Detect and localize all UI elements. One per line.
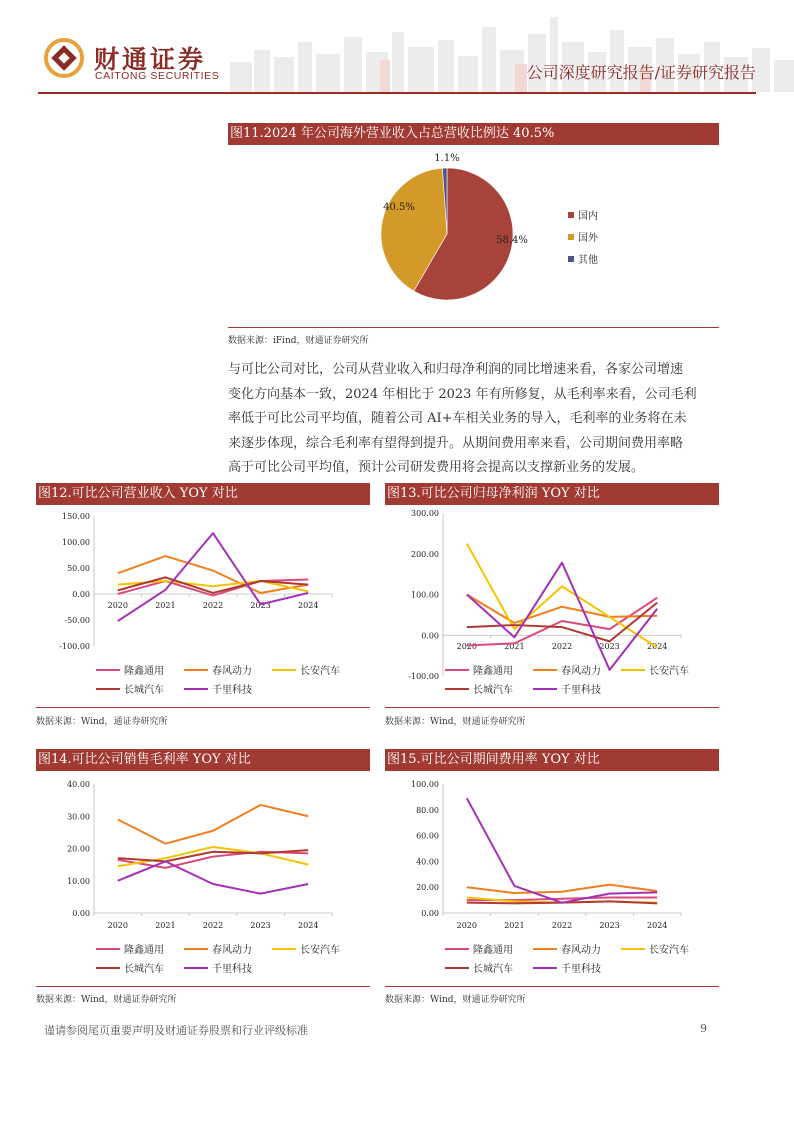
pie-data-label: 58.4% (496, 235, 528, 246)
legend-label: 长城汽车 (473, 964, 513, 975)
fig13-rule (385, 707, 719, 708)
page-number: 9 (700, 1022, 707, 1035)
y-tick-label: 0.00 (72, 909, 90, 918)
legend-label: 国内 (578, 211, 598, 222)
x-tick-label: 2024 (298, 921, 319, 930)
x-tick-label: 2023 (250, 601, 271, 610)
fig11-source: 数据来源：iFind，财通证券研究所 (228, 336, 369, 346)
y-tick-label: 200.00 (411, 549, 439, 559)
fig14-line-chart (36, 772, 370, 982)
fig12-line-chart (36, 506, 370, 701)
y-tick-label: 60.00 (416, 831, 439, 841)
legend-label: 长城汽车 (124, 685, 164, 696)
logo-text-cn: 财通证券 (94, 45, 207, 74)
x-tick-label: 2023 (599, 642, 620, 651)
x-tick-label: 2021 (155, 601, 176, 610)
y-tick-label: 300.00 (411, 509, 439, 518)
legend-label: 千里科技 (561, 685, 601, 696)
x-tick-label: 2021 (504, 642, 525, 651)
y-tick-label: 20.00 (416, 883, 439, 893)
legend-label: 长安汽车 (300, 945, 340, 956)
y-tick-label: 80.00 (416, 805, 439, 815)
legend-label: 国外 (578, 233, 598, 244)
legend-label: 长安汽车 (649, 666, 689, 677)
x-tick-label: 2022 (551, 921, 573, 930)
y-tick-label: 100.00 (411, 780, 439, 789)
y-tick-label: 0.00 (421, 631, 439, 641)
x-tick-label: 2020 (107, 601, 128, 610)
legend-label: 其他 (578, 255, 598, 266)
legend-label: 隆鑫通用 (124, 666, 164, 677)
legend-label: 春风动力 (212, 666, 252, 677)
fig12-source: 数据来源：Wind，通证券研究所 (36, 717, 168, 727)
series-line (118, 556, 308, 593)
legend-label: 长安汽车 (300, 666, 340, 677)
legend-label: 长安汽车 (649, 945, 689, 956)
fig13-title: 图13.可比公司归母净利润 YOY 对比 (385, 483, 719, 505)
x-tick-label: 2020 (456, 642, 477, 651)
fig15-source: 数据来源：Wind，财通证券研究所 (385, 995, 526, 1005)
paragraph-line: 来逐步体现，综合毛利率有望得到提升。从期间费用率来看，公司期间费用率略 (228, 435, 684, 451)
fig11-pie-chart (228, 148, 719, 323)
fig15-line-chart (385, 772, 719, 982)
legend-label: 隆鑫通用 (473, 666, 513, 677)
fig13-line-chart (385, 506, 719, 701)
fig12-rule (36, 707, 370, 708)
paragraph-line: 高于可比公司平均值，预计公司研发费用将会提高以支撑新业务的发展。 (228, 460, 645, 475)
body-paragraph (228, 358, 720, 481)
x-tick-label: 2022 (202, 601, 224, 610)
series-line (467, 595, 657, 624)
legend-label: 春风动力 (561, 945, 601, 956)
legend-label: 春风动力 (561, 666, 601, 677)
logo-icon (44, 38, 84, 78)
pie-data-label: 40.5% (383, 202, 415, 213)
fig14-source: 数据来源：Wind，财通证券研究所 (36, 995, 177, 1005)
x-tick-label: 2021 (504, 921, 525, 930)
legend-label: 千里科技 (561, 964, 601, 975)
y-tick-label: 30.00 (67, 812, 90, 822)
y-tick-label: 40.00 (416, 857, 439, 867)
fig14-rule (36, 986, 370, 987)
series-line (118, 805, 308, 844)
y-tick-label: 50.00 (67, 564, 90, 573)
y-tick-label: -100.00 (59, 642, 90, 651)
y-tick-label: 100.00 (62, 538, 90, 547)
fig11-title: 图11.2024 年公司海外营业收入占总营收比例达 40.5% (228, 123, 719, 145)
paragraph-line: 与可比公司对比，公司从营业收入和归母净利润的同比增速来看，各家公司增速 (228, 362, 684, 377)
y-tick-label: -50.00 (64, 616, 90, 625)
y-tick-label: 20.00 (67, 844, 90, 854)
paragraph-line: 率低于可比公司平均值，随着公司 AI+车相关业务的导入，毛利率的业务将在未 (228, 411, 687, 426)
legend-label: 隆鑫通用 (473, 945, 513, 956)
legend-swatch (568, 256, 574, 262)
x-tick-label: 2024 (298, 601, 319, 610)
x-tick-label: 2023 (250, 921, 271, 930)
legend-label: 长城汽车 (124, 964, 164, 975)
x-tick-label: 2020 (107, 921, 128, 930)
fig15-title: 图15.可比公司期间费用率 YOY 对比 (385, 749, 719, 771)
y-tick-label: 0.00 (421, 909, 439, 918)
y-tick-label: 40.00 (67, 780, 90, 789)
fig12-title: 图12.可比公司营业收入 YOY 对比 (36, 483, 370, 505)
x-tick-label: 2024 (647, 642, 668, 651)
fig14-title: 图14.可比公司销售毛利率 YOY 对比 (36, 749, 370, 771)
y-tick-label: 150.00 (62, 512, 90, 521)
x-tick-label: 2022 (202, 921, 224, 930)
footer-disclaimer: 谨请参阅尾页重要声明及财通证券股票和行业评级标准 (44, 1024, 308, 1037)
fig15-rule (385, 986, 719, 987)
fig13-source: 数据来源：Wind，财通证券研究所 (385, 717, 526, 727)
y-tick-label: 0.00 (72, 590, 90, 599)
series-line (118, 861, 308, 893)
x-tick-label: 2020 (456, 921, 477, 930)
x-tick-label: 2024 (647, 921, 668, 930)
legend-label: 春风动力 (212, 945, 252, 956)
legend-swatch (568, 234, 574, 240)
report-type: 公司深度研究报告/证券研究报告 (526, 63, 756, 82)
series-line (467, 885, 657, 893)
legend-swatch (568, 212, 574, 218)
pie-data-label: 1.1% (434, 153, 460, 164)
logo-text-en: CAITONG SECURITIES (95, 70, 220, 82)
legend-label: 千里科技 (212, 964, 252, 975)
series-line (467, 544, 657, 648)
paragraph-line: 变化方向基本一致，2024 年相比于 2023 年有所修复，从毛利率来看，公司毛利 (228, 386, 697, 402)
y-tick-label: -100.00 (408, 672, 439, 681)
x-tick-label: 2021 (155, 921, 176, 930)
header-divider (38, 92, 756, 94)
x-tick-label: 2023 (599, 921, 620, 930)
x-tick-label: 2022 (551, 642, 573, 651)
y-tick-label: 10.00 (67, 876, 90, 886)
y-tick-label: 100.00 (411, 590, 439, 600)
legend-label: 长城汽车 (473, 685, 513, 696)
fig11-rule (228, 327, 719, 328)
series-line (467, 598, 657, 646)
legend-label: 隆鑫通用 (124, 945, 164, 956)
legend-label: 千里科技 (212, 685, 252, 696)
